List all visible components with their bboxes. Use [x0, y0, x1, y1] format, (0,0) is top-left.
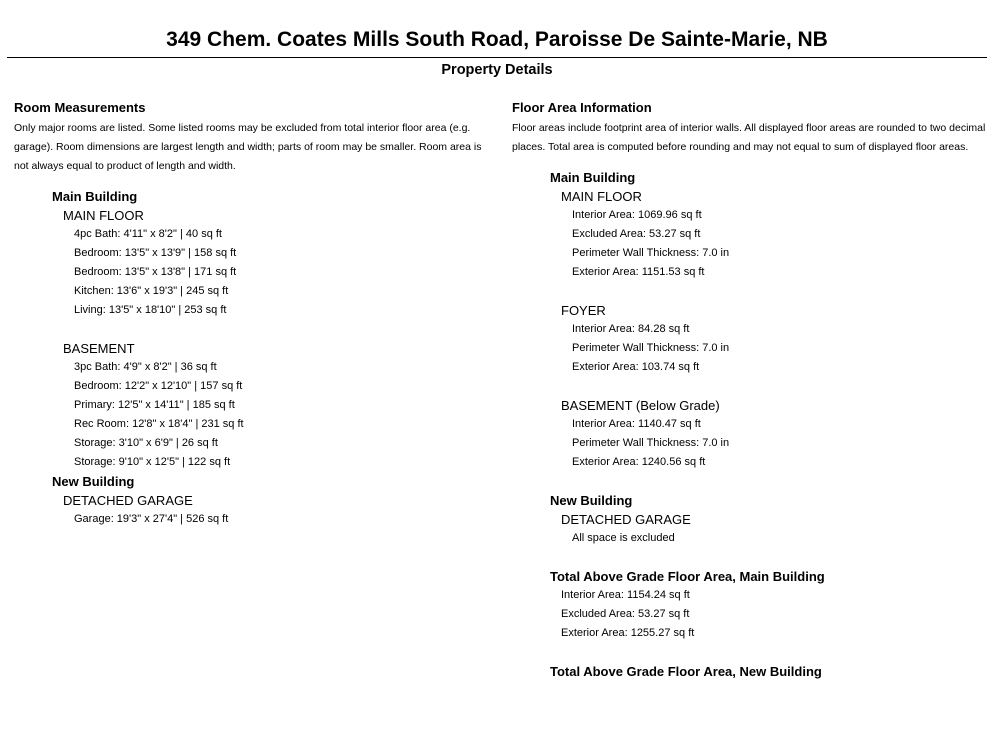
spacer: [52, 320, 490, 339]
room-entry: Storage: 3'10" x 6'9" | 26 sq ft: [74, 437, 218, 449]
floor-block: [561, 301, 992, 377]
spacer: [550, 643, 992, 662]
floor-area-buildings: [550, 168, 992, 681]
spacer: [550, 472, 992, 491]
area-entry: Perimeter Wall Thickness: 7.0 in: [572, 342, 730, 354]
spacer: [550, 377, 992, 396]
spacer: [550, 548, 992, 567]
spacer: [550, 282, 992, 301]
floor-block: [561, 510, 992, 548]
room-entry: Bedroom: 13'5" x 13'9" | 158 sq ft: [74, 247, 237, 259]
room-entry: Kitchen: 13'6" x 19'3" | 245 sq ft: [74, 285, 229, 297]
floor-area-section: [512, 99, 992, 681]
floor-name: DETACHED GARAGE: [63, 493, 193, 508]
room-entry: Storage: 9'10" x 12'5" | 122 sq ft: [74, 456, 231, 468]
room-entry: Garage: 19'3" x 27'4" | 526 sq ft: [74, 513, 229, 525]
building-block: [52, 187, 490, 472]
page-title: 349 Chem. Coates Mills South Road, Paroisse De Sainte-Marie, NB: [166, 28, 828, 51]
title-divider: [7, 57, 987, 58]
floor-block: [63, 339, 490, 472]
room-entry: 3pc Bath: 4'9" x 8'2" | 36 sq ft: [74, 361, 217, 373]
area-entry: Perimeter Wall Thickness: 7.0 in: [572, 247, 730, 259]
floor-name: MAIN FLOOR: [63, 208, 144, 223]
room-entry: Bedroom: 12'2" x 12'10" | 157 sq ft: [74, 380, 243, 392]
floor-area-heading: Floor Area Information: [512, 100, 652, 115]
area-entry: All space is excluded: [572, 532, 675, 544]
room-entry: Primary: 12'5" x 14'11" | 185 sq ft: [74, 399, 235, 411]
room-entry: Bedroom: 13'5" x 13'8" | 171 sq ft: [74, 266, 237, 278]
building-block: [550, 491, 992, 567]
total-area-title: Total Above Grade Floor Area, New Building: [550, 664, 822, 679]
area-entry: Exterior Area: 1240.56 sq ft: [572, 456, 706, 468]
area-entry: Interior Area: 1069.96 sq ft: [572, 209, 702, 221]
floor-block: [63, 206, 490, 320]
total-area-block: [550, 662, 992, 681]
floor-block: [561, 187, 992, 282]
building-block: [52, 472, 490, 529]
room-measurements-description: Only major rooms are listed. Some listed rooms may be excluded from total interior floor area (e.g. garage). Room dimensions are largest length and width; parts of room may be smaller. Room area is not always equal to product of length and width.: [14, 122, 482, 172]
total-area-entry: Excluded Area: 53.27 sq ft: [561, 608, 690, 620]
building-name: New Building: [52, 474, 135, 489]
building-block: [550, 168, 992, 491]
floor-name: BASEMENT (Below Grade): [561, 398, 720, 413]
page-subtitle: Property Details: [441, 62, 553, 78]
area-entry: Interior Area: 84.28 sq ft: [572, 323, 690, 335]
room-measurements-heading: Room Measurements: [14, 100, 146, 115]
room-entry: 4pc Bath: 4'11" x 8'2" | 40 sq ft: [74, 228, 222, 240]
area-entry: Exterior Area: 1151.53 sq ft: [572, 266, 705, 278]
floor-block: [63, 491, 490, 529]
floor-block: [561, 396, 992, 472]
room-measurements-section: [14, 99, 490, 529]
floor-name: DETACHED GARAGE: [561, 512, 691, 527]
building-name: New Building: [550, 493, 633, 508]
floor-area-description: Floor areas include footprint area of interior walls. All displayed floor areas are rounded to two decimal places. Total area is computed before rounding and may not equal to sum of displayed floor areas.: [512, 122, 986, 153]
building-name: Main Building: [52, 189, 138, 204]
total-area-entry: Interior Area: 1154.24 sq ft: [561, 589, 690, 601]
area-entry: Perimeter Wall Thickness: 7.0 in: [572, 437, 730, 449]
building-name: Main Building: [550, 170, 636, 185]
room-entry: Living: 13'5" x 18'10" | 253 sq ft: [74, 304, 227, 316]
total-area-entry: Exterior Area: 1255.27 sq ft: [561, 627, 695, 639]
total-area-title: Total Above Grade Floor Area, Main Building: [550, 569, 825, 584]
room-entry: Rec Room: 12'8" x 18'4" | 231 sq ft: [74, 418, 244, 430]
area-entry: Exterior Area: 103.74 sq ft: [572, 361, 700, 373]
floor-name: BASEMENT: [63, 341, 135, 356]
floor-name: MAIN FLOOR: [561, 189, 642, 204]
room-measurements-buildings: [52, 187, 490, 529]
area-entry: Interior Area: 1140.47 sq ft: [572, 418, 701, 430]
floor-name: FOYER: [561, 303, 606, 318]
total-area-block: [550, 567, 992, 643]
area-entry: Excluded Area: 53.27 sq ft: [572, 228, 701, 240]
